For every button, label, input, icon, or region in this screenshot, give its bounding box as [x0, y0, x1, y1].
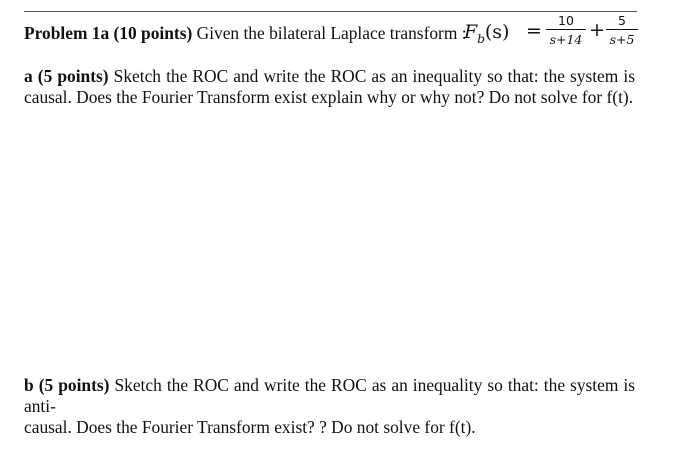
part-b-label: b (5 points) [24, 375, 110, 395]
fraction-term-2 [606, 13, 638, 47]
part-a-question [24, 66, 644, 108]
function-symbol [464, 21, 509, 46]
fraction-1-numerator: 10 [558, 13, 574, 28]
problem-title-line [24, 22, 467, 44]
part-b-question [24, 375, 644, 438]
function-subscript: b [477, 31, 485, 46]
fraction-1-denominator: s+14 [549, 32, 583, 47]
fraction-2-numerator: 5 [618, 13, 626, 28]
part-a-line-1 [24, 66, 635, 87]
problem-intro: Given the bilateral Laplace transform : [192, 23, 467, 43]
part-a-label: a (5 points) [24, 66, 109, 86]
fraction-term-1 [546, 13, 586, 47]
top-rule [24, 11, 637, 12]
function-name: F [464, 21, 478, 43]
problem-heading: Problem 1a (10 points) [24, 23, 193, 43]
part-b-line-1 [24, 375, 635, 417]
fraction-1-bar [546, 29, 586, 30]
plus-sign: + [589, 19, 605, 41]
equals-sign: = [526, 20, 542, 42]
part-b-line-1-text: Sketch the ROC and write the ROC as an inequality so that: the system is anti- [24, 375, 635, 416]
part-a-line-1-text: Sketch the ROC and write the ROC as an inequality so that: the system is [108, 66, 635, 86]
part-b-line-2: causal. Does the Fourier Transform exist? ? Do not solve for f(t). [24, 417, 476, 437]
function-argument: (s) [484, 21, 510, 43]
fraction-2-denominator: s+5 [609, 32, 635, 47]
part-a-line-2: causal. Does the Fourier Transform exist explain why or why not? Do not solve for f(t). [24, 87, 634, 107]
fraction-2-bar [606, 29, 638, 30]
